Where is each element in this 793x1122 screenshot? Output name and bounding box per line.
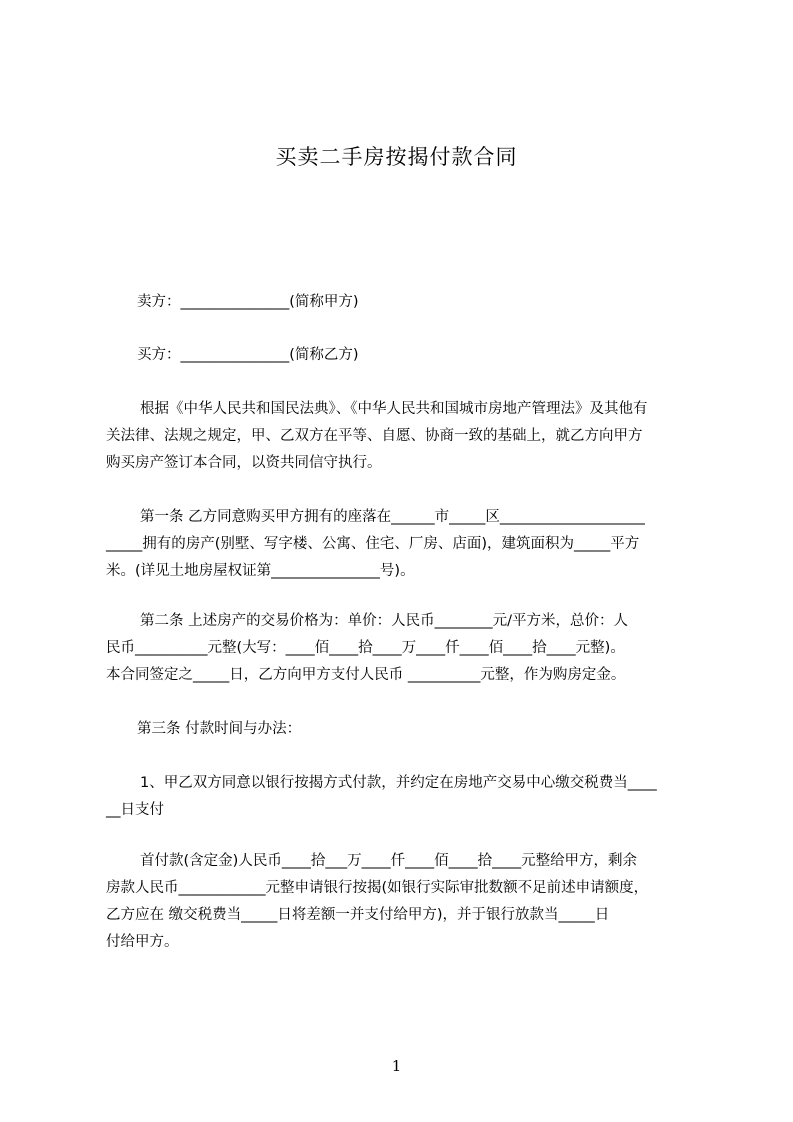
seller-line: 卖方：_______________(简称甲方) <box>137 294 359 310</box>
article3-heading: 第三条 付款时间与办法： <box>137 721 302 737</box>
page-number: 1 <box>391 1057 402 1075</box>
preamble-line-1: 根据《中华人民共和国民法典》、《中华人民共和国城市房地产管理法》及其他有 <box>140 401 648 417</box>
down-payment-line-1: 首付款(含定金)人民币____拾___万____仟____佰____拾____元整给甲方，剩余 <box>140 853 638 869</box>
document-title: 买卖二手房按揭付款合同 <box>275 145 518 169</box>
article1-line-2: _____拥有的房产(别墅、写字楼、公寓、住宅、厂房、店面)，建筑面积为_____平方 <box>106 536 640 552</box>
article2-line-3: 本合同签定之_____日，乙方向甲方支付人民币 __________元整，作为购房定金。 <box>106 667 626 683</box>
article2-line-1: 第二条 上述房产的交易价格为：单价：人民币________元/平方米，总价：人 <box>140 613 628 629</box>
preamble-line-3: 购买房产签订本合同，以资共同信守执行。 <box>106 455 382 471</box>
down-payment-line-4: 付给甲方。 <box>106 934 179 950</box>
article1-line-3: 米。(详见土地房屋权证第_______________号)。 <box>106 563 415 579</box>
clause1-line-2: __日支付 <box>106 802 164 818</box>
clause1-line-1: 1、甲乙双方同意以银行按揭方式付款，并约定在房地产交易中心缴交税费当____ <box>140 775 657 791</box>
article1-line-1: 第一条 乙方同意购买甲方拥有的座落在______市_____区____________________ <box>140 509 645 525</box>
buyer-line: 买方：_______________(简称乙方) <box>137 347 359 363</box>
down-payment-line-3: 乙方应在 缴交税费当_____日将差额一并支付给甲方)，并于银行放款当_____日 <box>106 907 610 923</box>
down-payment-line-2: 房款人民币____________元整申请银行按揭(如银行实际审批数额不足前述申请额度， <box>106 880 649 896</box>
preamble-line-2: 关法律、法规之规定，甲、乙双方在平等、自愿、协商一致的基础上，就乙方向甲方 <box>106 428 643 444</box>
article2-line-2: 民币__________元整(大写：____佰____拾____万____仟____佰____拾____元整)。 <box>106 640 625 656</box>
